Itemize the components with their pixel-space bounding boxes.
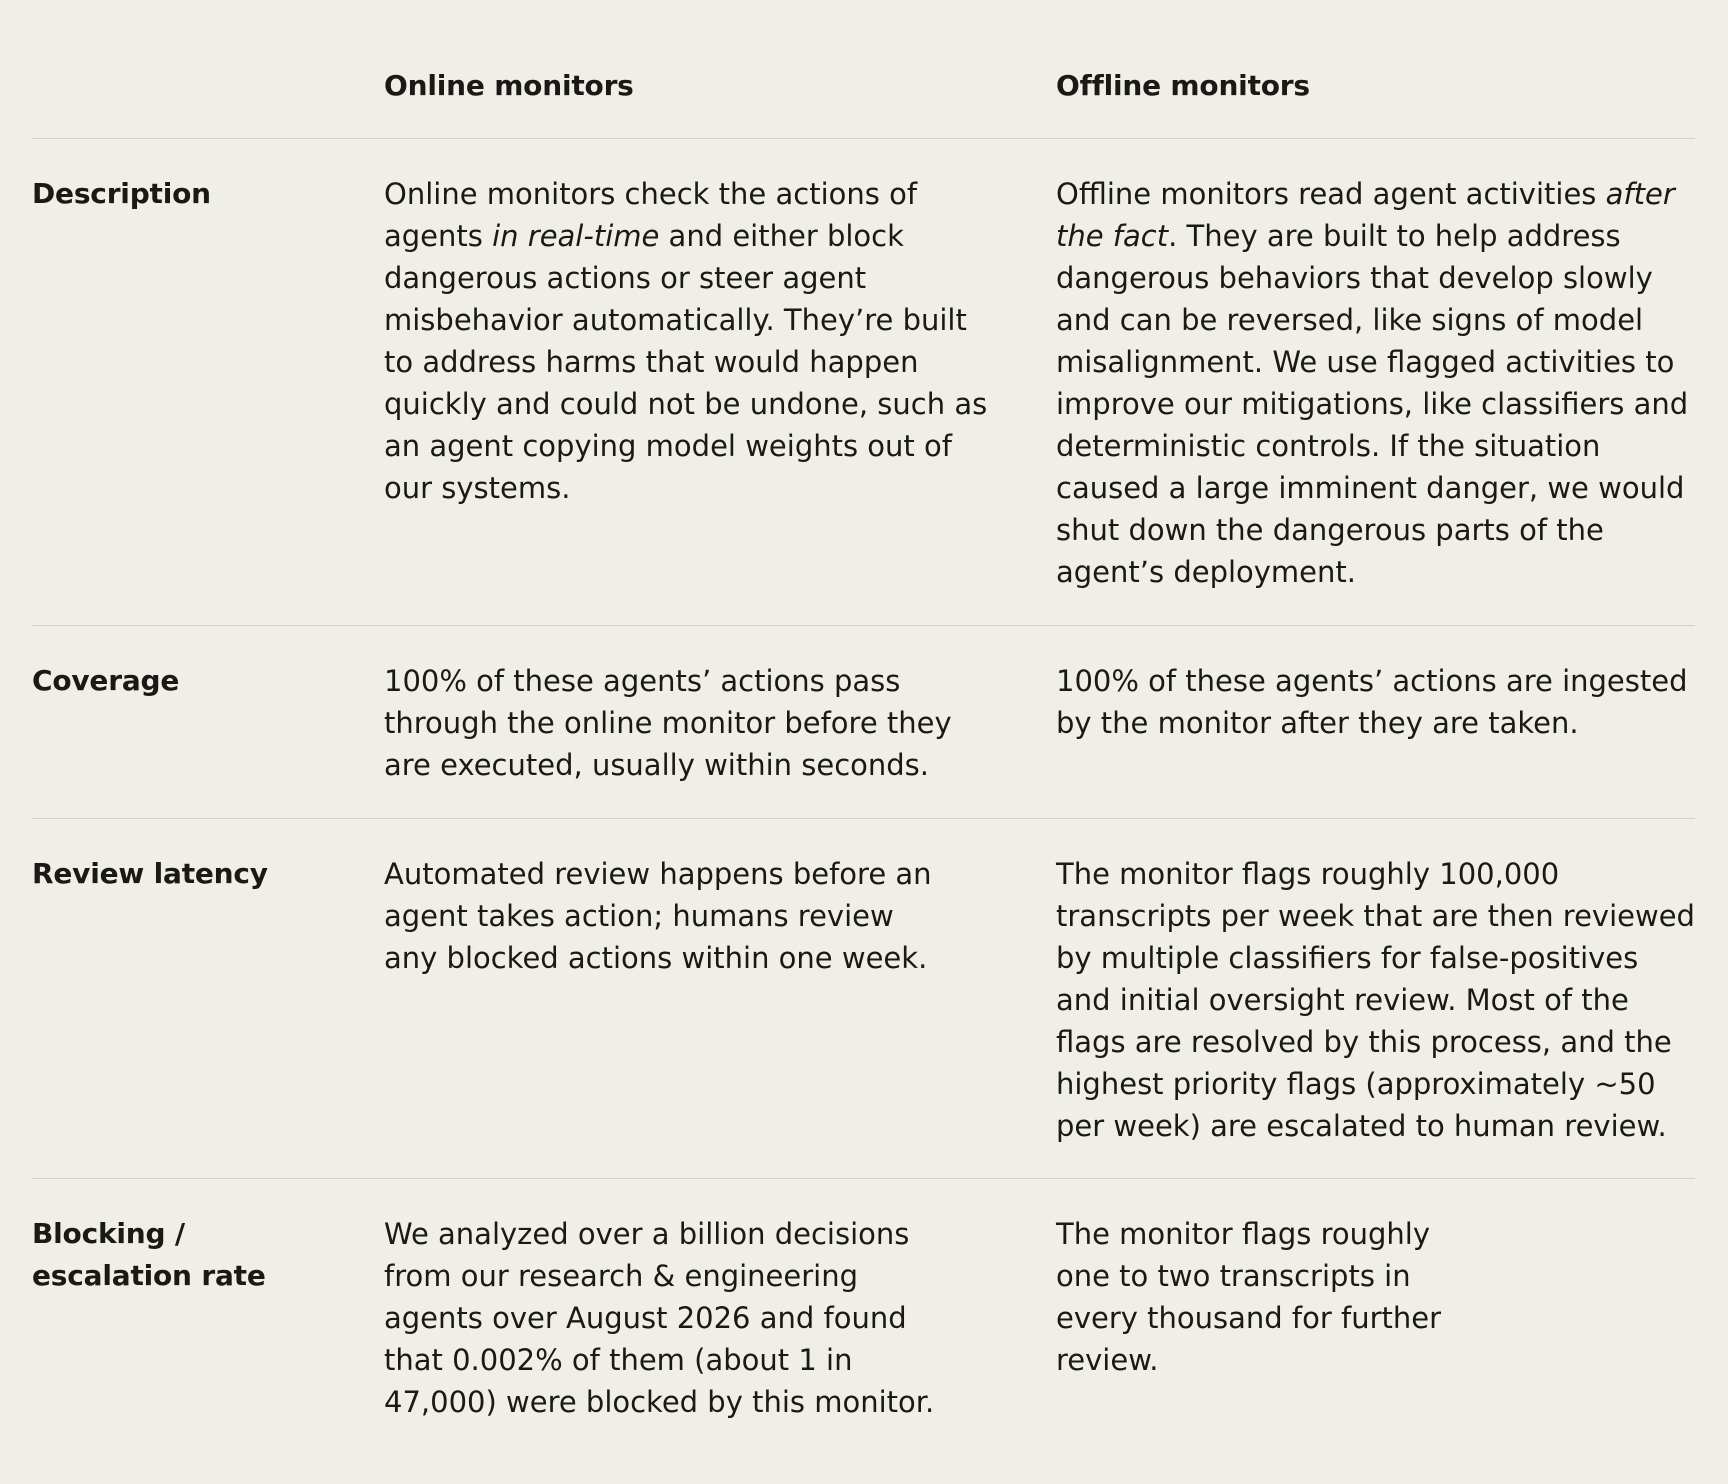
row-label-blocking-line2: escalation rate bbox=[32, 1259, 266, 1292]
emphasis-text: after the fact bbox=[1056, 177, 1675, 253]
emphasis-text: in real-time bbox=[492, 219, 660, 253]
table-row-blocking bbox=[32, 1179, 1695, 1479]
cell-description-online bbox=[384, 139, 1056, 625]
cell-text: . They are built to help address dangerous behaviors that develop slowly and can be reversed, like signs of model misalignment. We use flagged activities to improve our mitigations, like classifiers and deterministic controls. If the situation caused a large imminent danger, we would shut down the dangerous parts of the agent’s deployment. bbox=[1056, 219, 1689, 589]
cell-text: Online monitors check the actions of agents bbox=[384, 177, 918, 253]
cell-blocking-online: We analyzed over a billion decisions from our research & engineering agents over August 2026 and found that 0.002% of them (about 1 in 47,000) were blocked by this monitor. bbox=[384, 1217, 935, 1419]
cell-review-latency-online: Automated review happens before an agent takes action; humans review any blocked actions within one week. bbox=[384, 857, 932, 975]
row-label-description: Description bbox=[32, 177, 211, 210]
cell-blocking-offline: The monitor flags roughly one to two transcripts in every thousand for further review. bbox=[1056, 1217, 1442, 1377]
comparison-table bbox=[32, 0, 1695, 1479]
row-label-blocking-line1: Blocking / bbox=[32, 1217, 185, 1250]
cell-description-offline bbox=[1056, 139, 1695, 625]
table-header-row bbox=[32, 0, 1695, 139]
cell-coverage-online: 100% of these agents’ actions pass through the online monitor before they are executed, usually within seconds. bbox=[384, 664, 952, 782]
cell-coverage-offline: 100% of these agents’ actions are ingested by the monitor after they are taken. bbox=[1056, 664, 1688, 740]
header-empty-cell bbox=[32, 0, 384, 138]
column-header-online: Online monitors bbox=[384, 69, 634, 102]
cell-text: and either block dangerous actions or steer agent misbehavior automatically. They’re built to address harms that would happen quickly and could not be undone, such as an agent copying model weights out of our systems. bbox=[384, 219, 988, 505]
row-label-blocking bbox=[32, 1179, 384, 1479]
cell-text: Offline monitors read agent activities bbox=[1056, 177, 1606, 211]
row-label-coverage: Coverage bbox=[32, 664, 180, 697]
column-header-offline: Offline monitors bbox=[1056, 69, 1310, 102]
table-row-coverage bbox=[32, 626, 1695, 819]
row-label-review-latency: Review latency bbox=[32, 857, 268, 890]
table-row-review-latency bbox=[32, 819, 1695, 1179]
table-row-description bbox=[32, 139, 1695, 626]
cell-review-latency-offline: The monitor flags roughly 100,000 transcripts per week that are then reviewed by multiple classifiers for false-positives and initial oversight review. Most of the flags are resolved by this process, and the highest priority flags (approximately ~50 per week) are escalated to human review. bbox=[1056, 857, 1695, 1143]
